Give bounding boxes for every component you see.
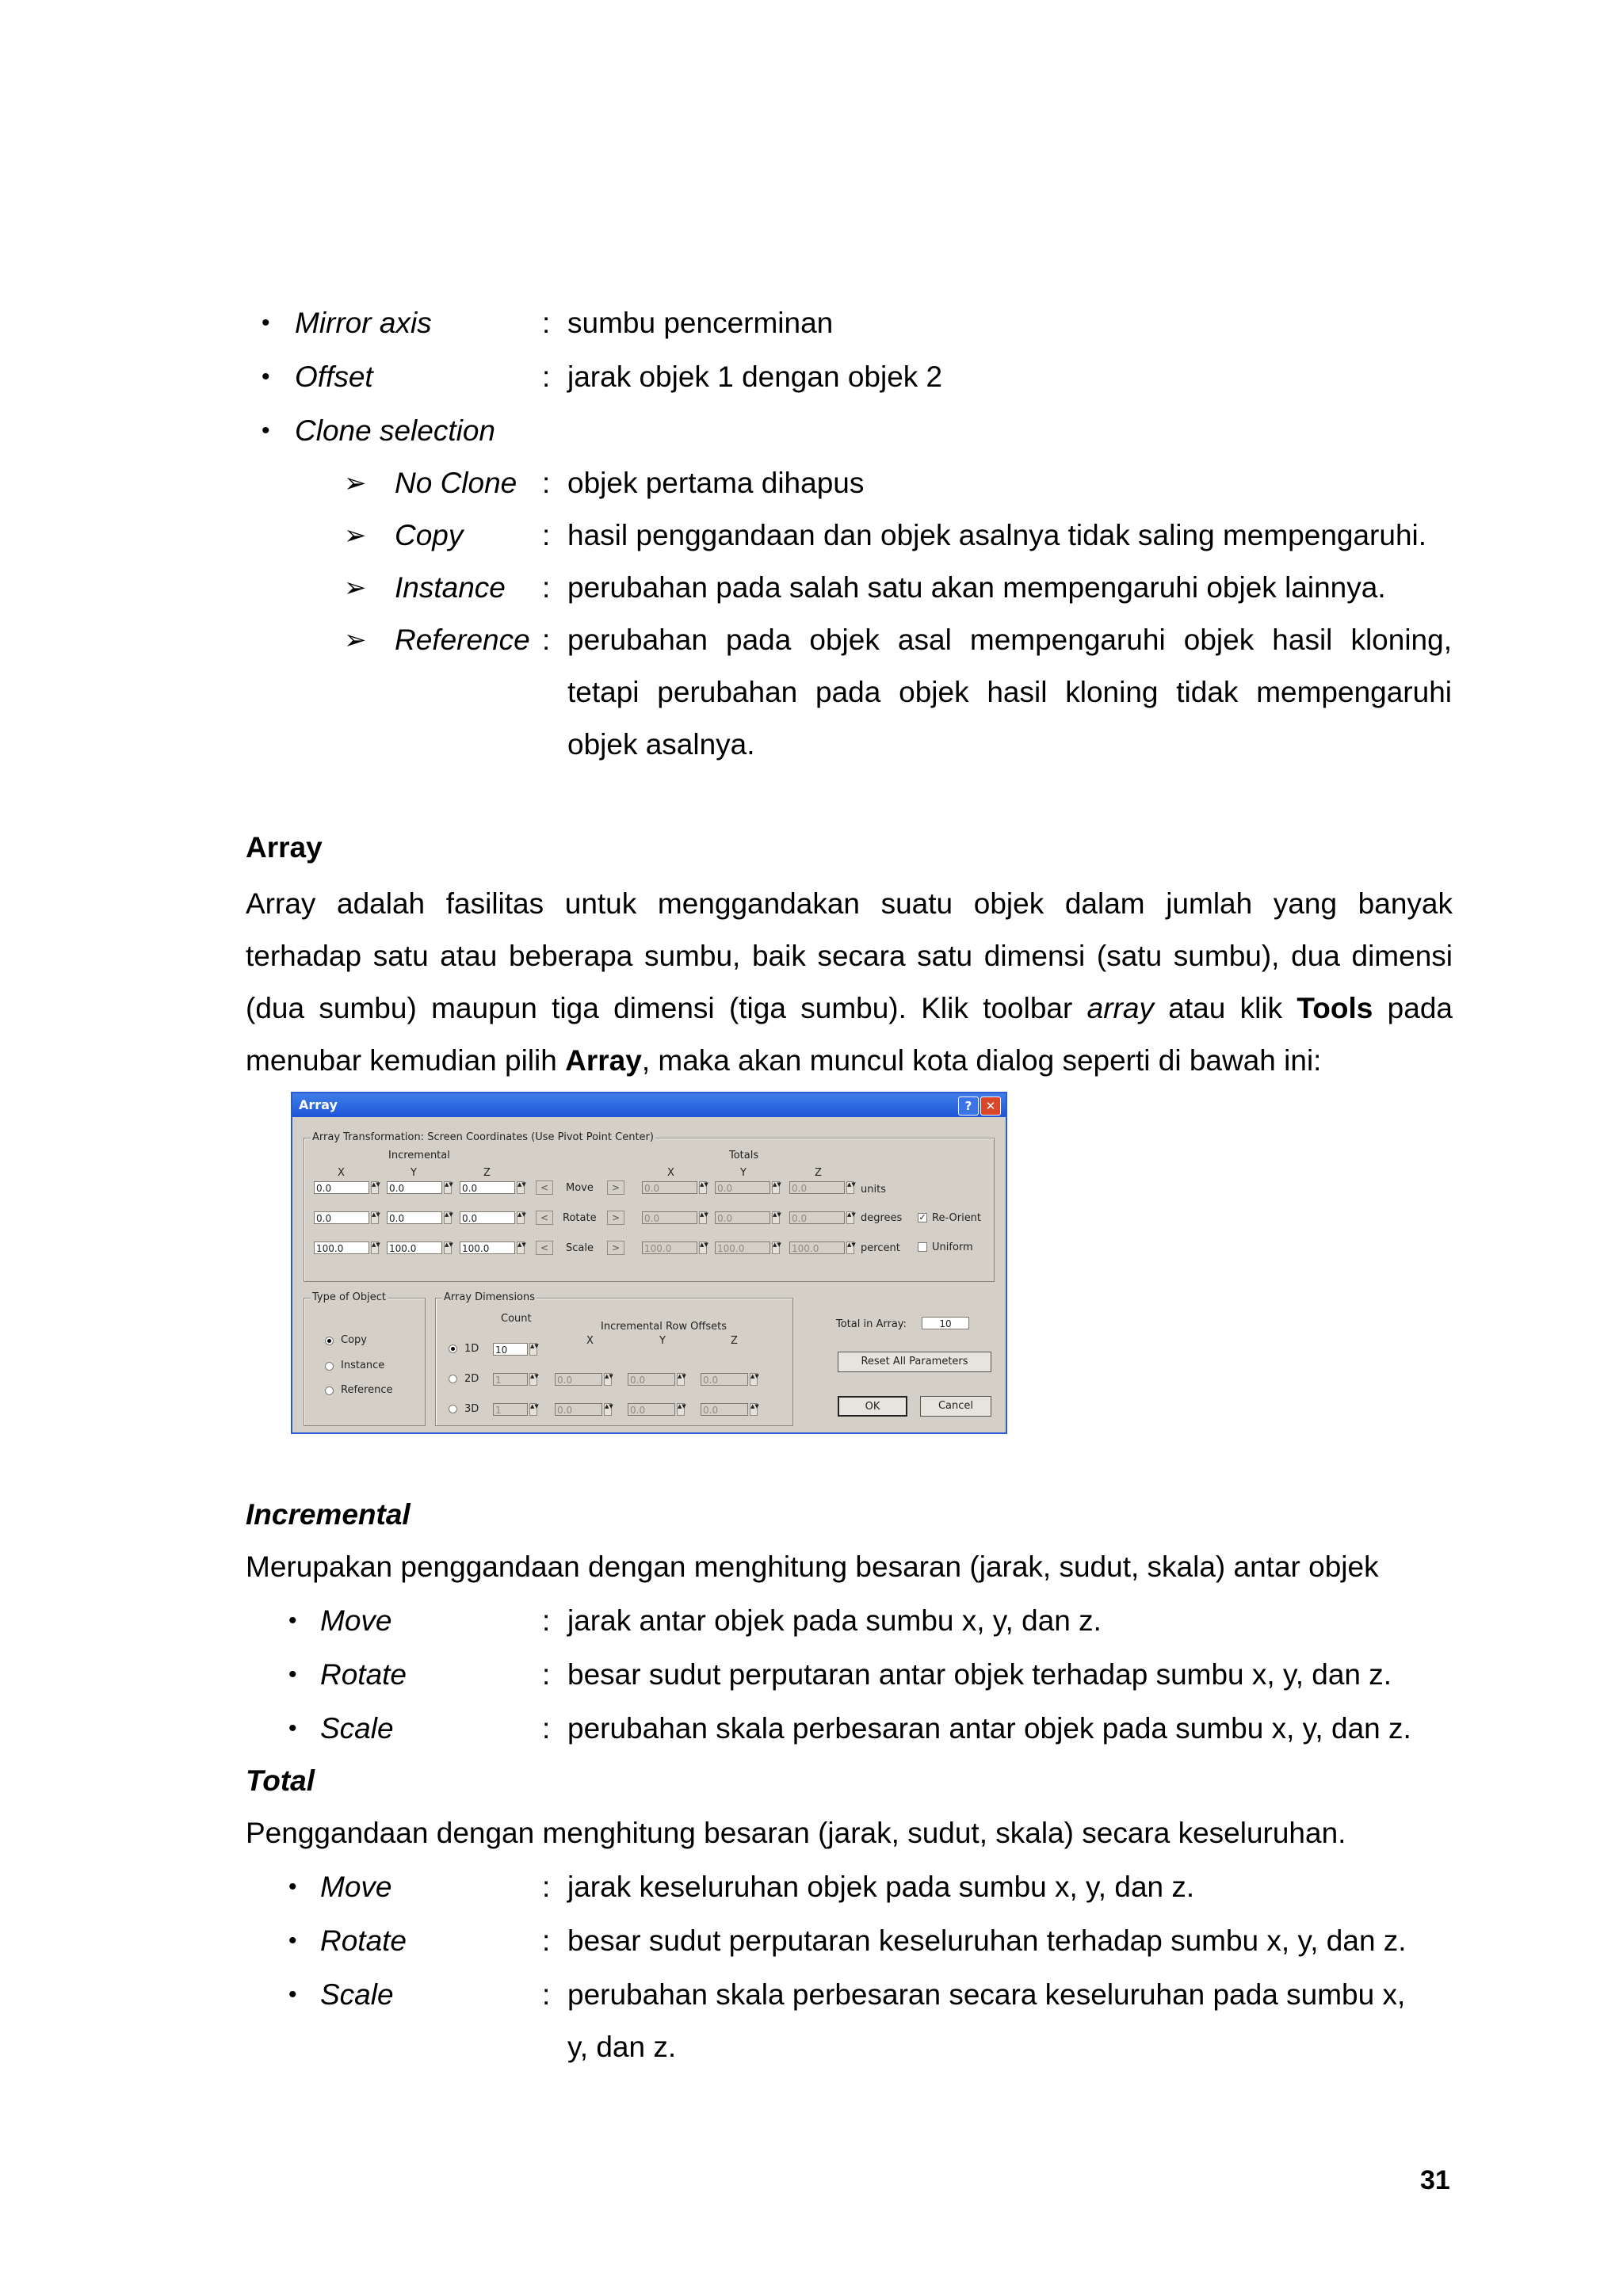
heading-total: Total xyxy=(246,1764,315,1797)
term-offset: Offset xyxy=(295,360,373,393)
colon: : xyxy=(542,1712,551,1745)
spinner[interactable]: ▲▼ xyxy=(604,1373,612,1386)
copy-label: Copy xyxy=(341,1334,367,1346)
move-y-field[interactable]: 0.0 xyxy=(387,1181,442,1194)
spinner[interactable]: ▲▼ xyxy=(677,1373,685,1386)
spinner[interactable]: ▲▼ xyxy=(517,1241,525,1254)
bullet: • xyxy=(262,310,270,336)
text-run-italic: array xyxy=(1086,992,1154,1024)
bullet: • xyxy=(288,1608,297,1634)
desc-move: jarak keseluruhan objek pada sumbu x, y, dan z. xyxy=(567,1871,1195,1903)
desc-move: jarak antar objek pada sumbu x, y, dan z. xyxy=(567,1604,1102,1637)
reference-label: Reference xyxy=(341,1384,393,1396)
term-reference: Reference xyxy=(395,624,530,656)
spinner[interactable]: ▲▼ xyxy=(371,1241,379,1254)
arrow-bullet: ➢ xyxy=(344,573,367,603)
paragraph-line: terhadap satu atau beberapa sumbu, baik secara satu dimensi (satu sumbu), dua dimensi xyxy=(246,940,1453,972)
colon: : xyxy=(542,571,551,604)
bullet: • xyxy=(262,418,270,444)
instance-radio[interactable] xyxy=(325,1362,334,1371)
y-label: Y xyxy=(411,1167,417,1179)
spinner[interactable]: ▲▼ xyxy=(699,1211,707,1224)
move-z-field[interactable]: 0.0 xyxy=(460,1181,515,1194)
spinner[interactable]: ▲▼ xyxy=(529,1343,537,1356)
2d-label: 2D xyxy=(464,1373,479,1385)
term-mirror-axis: Mirror axis xyxy=(295,307,432,339)
desc-rotate: besar sudut perputaran antar objek terhadap sumbu x, y, dan z. xyxy=(567,1658,1392,1691)
3d-x-offset[interactable]: 0.0 xyxy=(555,1403,602,1416)
spinner[interactable]: ▲▼ xyxy=(772,1181,780,1194)
spinner[interactable]: ▲▼ xyxy=(517,1211,525,1224)
group-label: Array Transformation: Screen Coordinates (Use Pivot Point Center) xyxy=(312,1131,654,1143)
instance-label: Instance xyxy=(341,1360,385,1371)
spinner[interactable]: ▲▼ xyxy=(677,1403,685,1416)
spinner[interactable]: ▲▼ xyxy=(750,1373,758,1386)
count-label: Count xyxy=(501,1313,532,1325)
colon: : xyxy=(542,360,551,393)
text-run: atau klik xyxy=(1153,992,1297,1024)
x-label: X xyxy=(667,1167,674,1179)
move-total-z[interactable]: 0.0 xyxy=(789,1181,845,1194)
heading-incremental: Incremental xyxy=(246,1498,411,1531)
rotate-left-arrow-button[interactable]: < xyxy=(536,1211,553,1225)
degrees-label: degrees xyxy=(861,1212,903,1224)
rotate-label: Rotate xyxy=(563,1212,597,1224)
scale-y-field[interactable]: 100.0 xyxy=(387,1241,442,1254)
re-orient-checkbox[interactable]: ✓ xyxy=(918,1212,926,1222)
colon: : xyxy=(542,624,551,656)
bullet: • xyxy=(288,1874,297,1900)
heading-array: Array xyxy=(246,831,323,864)
spinner[interactable]: ▲▼ xyxy=(699,1241,707,1254)
term-rotate: Rotate xyxy=(320,1658,407,1691)
spinner[interactable]: ▲▼ xyxy=(846,1241,854,1254)
move-total-x[interactable]: 0.0 xyxy=(642,1181,697,1194)
move-x-field[interactable]: 0.0 xyxy=(314,1181,369,1194)
transformation-group xyxy=(304,1131,995,1282)
text-run: (dua sumbu) maupun tiga dimensi (tiga sumbu). Klik toolbar xyxy=(246,992,1087,1024)
scale-label: Scale xyxy=(566,1242,594,1254)
desc-scale: perubahan skala perbesaran secara keseluruhan pada sumbu x, xyxy=(567,1978,1406,2011)
rotate-total-x[interactable]: 0.0 xyxy=(642,1211,697,1224)
type-of-object-group xyxy=(304,1291,426,1426)
1d-radio[interactable] xyxy=(449,1344,457,1353)
rotate-z-field[interactable]: 0.0 xyxy=(460,1211,515,1224)
term-scale: Scale xyxy=(320,1978,394,2011)
desc-offset: jarak objek 1 dengan objek 2 xyxy=(567,360,943,393)
1d-count-field[interactable]: 10 xyxy=(493,1343,528,1356)
1d-label: 1D xyxy=(464,1343,479,1355)
percent-label: percent xyxy=(861,1242,900,1254)
rotate-x-field[interactable]: 0.0 xyxy=(314,1211,369,1224)
spinner[interactable]: ▲▼ xyxy=(444,1211,452,1224)
scale-z-field[interactable]: 100.0 xyxy=(460,1241,515,1254)
colon: : xyxy=(542,1658,551,1691)
x-label: X xyxy=(338,1167,345,1179)
desc-scale: perubahan skala perbesaran antar objek pada sumbu x, y, dan z. xyxy=(567,1712,1411,1745)
array-dimensions-group xyxy=(435,1291,793,1426)
3d-label: 3D xyxy=(464,1403,479,1415)
desc-mirror-axis: sumbu pencerminan xyxy=(567,307,834,339)
incremental-label: Incremental xyxy=(388,1150,450,1161)
bullet: • xyxy=(288,1661,297,1688)
scale-total-y[interactable]: 100.0 xyxy=(715,1241,770,1254)
term-scale: Scale xyxy=(320,1712,394,1745)
move-label: Move xyxy=(566,1182,594,1194)
term-clone-selection: Clone selection xyxy=(295,414,495,447)
desc-no-clone: objek pertama dihapus xyxy=(567,467,865,499)
term-rotate: Rotate xyxy=(320,1924,407,1957)
total-intro: Penggandaan dengan menghitung besaran (jarak, sudut, skala) secara keseluruhan. xyxy=(246,1817,1346,1849)
y-label: Y xyxy=(740,1167,747,1179)
arrow-bullet: ➢ xyxy=(344,521,367,551)
y-label: Y xyxy=(659,1335,666,1347)
incremental-intro: Merupakan penggandaan dengan menghitung besaran (jarak, sudut, skala) antar objek xyxy=(246,1550,1379,1583)
spinner[interactable]: ▲▼ xyxy=(444,1181,452,1194)
3d-count-field[interactable]: 1 xyxy=(493,1403,528,1416)
rotate-y-field[interactable]: 0.0 xyxy=(387,1211,442,1224)
spinner[interactable]: ▲▼ xyxy=(529,1403,537,1416)
2d-radio[interactable] xyxy=(449,1375,457,1383)
bullet: • xyxy=(288,1715,297,1741)
bullet: • xyxy=(288,1928,297,1954)
desc-instance: perubahan pada salah satu akan mempengaruhi objek lainnya. xyxy=(567,571,1386,604)
3d-radio[interactable] xyxy=(449,1405,457,1413)
scale-total-z[interactable]: 100.0 xyxy=(789,1241,845,1254)
row-offsets-label: Incremental Row Offsets xyxy=(601,1321,727,1333)
totals-label: Totals xyxy=(729,1150,759,1161)
copy-radio[interactable] xyxy=(325,1337,334,1345)
array-dialog xyxy=(291,1092,1007,1434)
colon: : xyxy=(542,519,551,551)
re-orient-label: Re-Orient xyxy=(932,1212,982,1224)
dialog-title: Array xyxy=(292,1093,1006,1117)
colon: : xyxy=(542,467,551,499)
paragraph-line xyxy=(246,982,1453,1035)
colon: : xyxy=(542,1604,551,1637)
colon: : xyxy=(542,1871,551,1903)
close-icon[interactable]: ✕ xyxy=(980,1097,1001,1116)
2d-y-offset[interactable]: 0.0 xyxy=(628,1373,675,1386)
paragraph-array xyxy=(246,878,1453,1087)
x-label: X xyxy=(586,1335,594,1347)
ok-button[interactable]: OK xyxy=(838,1396,907,1417)
rotate-total-y[interactable]: 0.0 xyxy=(715,1211,770,1224)
desc-reference-line2: tetapi perubahan pada objek hasil kloning tidak mempengaruhi xyxy=(567,676,1452,708)
spinner[interactable]: ▲▼ xyxy=(444,1241,452,1254)
desc-rotate: besar sudut perputaran keseluruhan terhadap sumbu x, y, dan z. xyxy=(567,1924,1407,1957)
spinner[interactable]: ▲▼ xyxy=(371,1181,379,1194)
group-label: Array Dimensions xyxy=(444,1291,536,1303)
reset-all-parameters-button[interactable]: Reset All Parameters xyxy=(838,1352,991,1372)
z-label: Z xyxy=(483,1167,491,1179)
term-instance: Instance xyxy=(395,571,506,604)
text-run: , maka akan muncul kota dialog seperti di bawah ini: xyxy=(641,1044,1322,1077)
rotate-right-arrow-button[interactable]: > xyxy=(607,1211,624,1225)
term-copy: Copy xyxy=(395,519,464,551)
text-run-bold: Tools xyxy=(1296,992,1373,1024)
desc-copy: hasil penggandaan dan objek asalnya tidak saling mempengaruhi. xyxy=(567,519,1427,551)
spinner[interactable]: ▲▼ xyxy=(371,1211,379,1224)
paragraph-line: Array adalah fasilitas untuk menggandakan suatu objek dalam jumlah yang banyak xyxy=(246,887,1453,920)
2d-z-offset[interactable]: 0.0 xyxy=(701,1373,748,1386)
units-label: units xyxy=(861,1184,886,1196)
bullet: • xyxy=(262,364,270,390)
spinner[interactable]: ▲▼ xyxy=(604,1403,612,1416)
move-left-arrow-button[interactable]: < xyxy=(536,1180,553,1195)
text-run: menubar kemudian pilih xyxy=(246,1044,566,1077)
arrow-bullet: ➢ xyxy=(344,468,367,498)
spinner[interactable]: ▲▼ xyxy=(846,1211,854,1224)
total-in-array-value: 10 xyxy=(922,1317,969,1329)
scale-total-x[interactable]: 100.0 xyxy=(642,1241,697,1254)
spinner[interactable]: ▲▼ xyxy=(517,1181,525,1194)
term-no-clone: No Clone xyxy=(395,467,517,499)
rotate-total-z[interactable]: 0.0 xyxy=(789,1211,845,1224)
uniform-checkbox[interactable] xyxy=(918,1242,927,1252)
total-in-array-label: Total in Array: xyxy=(836,1318,907,1330)
spinner[interactable]: ▲▼ xyxy=(529,1373,537,1386)
3d-y-offset[interactable]: 0.0 xyxy=(628,1403,675,1416)
desc-reference-line1: perubahan pada objek asal mempengaruhi objek hasil kloning, xyxy=(567,624,1452,656)
z-label: Z xyxy=(731,1335,738,1347)
move-total-y[interactable]: 0.0 xyxy=(715,1181,770,1194)
arrow-bullet: ➢ xyxy=(344,625,367,655)
move-right-arrow-button[interactable]: > xyxy=(607,1180,624,1195)
spinner[interactable]: ▲▼ xyxy=(750,1403,758,1416)
desc-reference-line3: objek asalnya. xyxy=(567,728,755,761)
spinner[interactable]: ▲▼ xyxy=(699,1181,707,1194)
paragraph-line xyxy=(246,1035,1453,1087)
bullet: • xyxy=(288,1981,297,2008)
uniform-label: Uniform xyxy=(932,1241,973,1253)
reference-radio[interactable] xyxy=(325,1386,334,1395)
colon: : xyxy=(542,1924,551,1957)
3d-z-offset[interactable]: 0.0 xyxy=(701,1403,748,1416)
scale-x-field[interactable]: 100.0 xyxy=(314,1241,369,1254)
colon: : xyxy=(542,307,551,339)
colon: : xyxy=(542,1978,551,2011)
text-run: pada xyxy=(1373,992,1453,1024)
2d-x-offset[interactable]: 0.0 xyxy=(555,1373,602,1386)
spinner[interactable]: ▲▼ xyxy=(772,1211,780,1224)
text-run-bold: Array xyxy=(565,1044,642,1077)
cancel-button[interactable]: Cancel xyxy=(920,1396,991,1417)
scale-left-arrow-button[interactable]: < xyxy=(536,1241,553,1255)
page-number: 31 xyxy=(1420,2165,1450,2195)
spinner[interactable]: ▲▼ xyxy=(846,1181,854,1194)
spinner[interactable]: ▲▼ xyxy=(772,1241,780,1254)
group-label: Type of Object xyxy=(312,1291,386,1303)
scale-right-arrow-button[interactable]: > xyxy=(607,1241,624,1255)
term-move: Move xyxy=(320,1871,392,1903)
2d-count-field[interactable]: 1 xyxy=(493,1373,528,1386)
help-icon[interactable]: ? xyxy=(958,1097,979,1116)
desc-scale-line2: y, dan z. xyxy=(567,2031,677,2063)
term-move: Move xyxy=(320,1604,392,1637)
z-label: Z xyxy=(815,1167,822,1179)
